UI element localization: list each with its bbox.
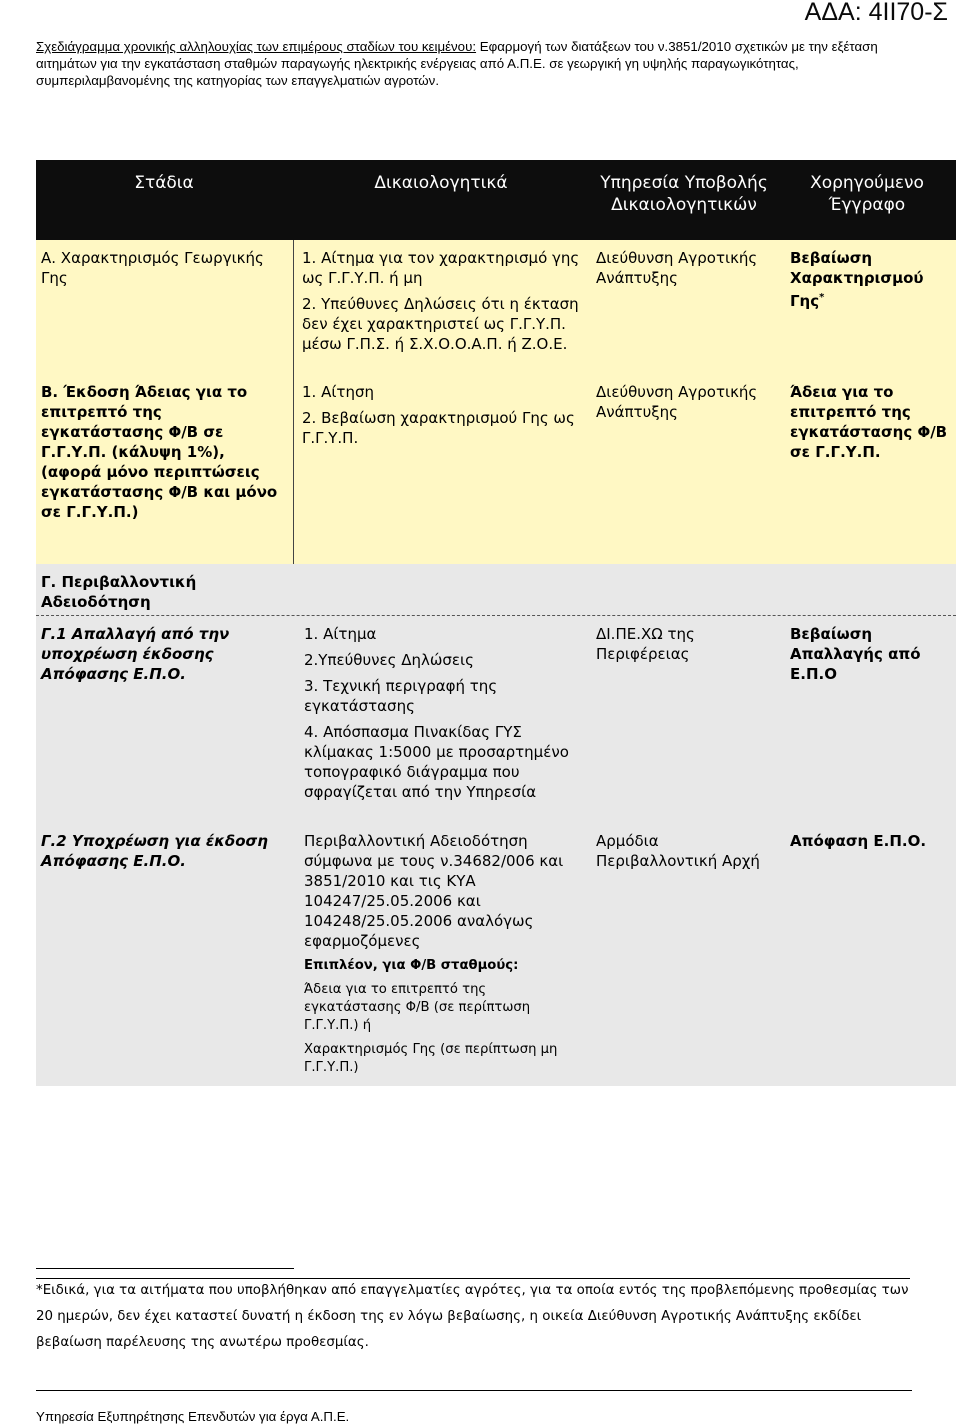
row-b-issued: Άδεια για το επιτρεπτό της εγκατάστασης Φ/Β σε Γ.Γ.Υ.Π.	[790, 383, 948, 461]
row-a-issued	[790, 248, 950, 311]
g2-extra-2: Χαρακτηρισμός Γης (σε περίπτωση μη Γ.Γ.Υ.Π.)	[304, 1042, 558, 1075]
g2-doc: Περιβαλλοντική Αδειοδότηση σύμφωνα με τους ν.34682/006 και 3851/2010 και τις ΚΥΑ 104247/25.05.2006 και 104248/25.05.2006 αναλόγως εφαρμοζόμενες	[304, 832, 564, 950]
g1-stage: Γ.1 Απαλλαγή από την υποχρέωση έκδοσης Απόφασης Ε.Π.Ο.	[41, 625, 230, 683]
footer: Υπηρεσία Εξυπηρέτησης Επενδυτών για έργα Α.Π.Ε.	[36, 1409, 350, 1424]
g2-documents	[304, 831, 586, 1077]
row-a-stage: Α. Χαρακτηρισμός Γεωργικής Γης	[41, 249, 264, 287]
footnote-separator	[36, 1268, 294, 1269]
column-divider	[293, 240, 294, 564]
section-divider	[36, 615, 956, 616]
g2-issued: Απόφαση Ε.Π.Ο.	[790, 832, 927, 850]
row-a-issued-text: Βεβαίωση Χαρακτηρισμού Γης	[790, 249, 924, 310]
footnote: *Ειδικά, για τα αιτήματα που υποβλήθηκαν από επαγγελματίες αγρότες, για τα οποία εντός της προβλεπόμενης προθεσμίας των 20 ημερών, δεν έχει καταστεί δυνατή η έκδοση της εν λόγω βεβαίωσης, η οικεία Διεύθυνση Αγροτικής Ανάπτυξης εκδίδει βεβαίωση παρέλευσης της ανωτέρω προθεσμίας.	[36, 1283, 909, 1350]
row-b-documents	[302, 382, 586, 448]
header-issued: Χορηγούμενο Έγγραφο	[810, 173, 924, 215]
g2-stage: Γ.2 Υποχρέωση για έκδοση Απόφασης Ε.Π.Ο.	[41, 832, 268, 870]
g1-documents	[304, 624, 586, 802]
g1-doc-1: 1. Αίτημα	[304, 625, 377, 643]
footer-rule	[36, 1390, 912, 1391]
row-a-doc-2: 2. Υπεύθυνες Δηλώσεις ότι η έκταση δεν έχει χαρακτηριστεί ως Γ.Γ.Υ.Π. μέσω Γ.Π.Σ. ή Σ.Χ.Ο.Ο.Α.Π. ή Ζ.Ο.Ε.	[302, 295, 579, 353]
environmental-section	[36, 564, 956, 1086]
stages-table	[36, 160, 956, 564]
row-b-doc-1: 1. Αίτηση	[302, 383, 374, 401]
footnote-asterisk: *	[819, 292, 825, 303]
g1-doc-3: 3. Τεχνική περιγραφή της εγκατάστασης	[304, 677, 498, 715]
g2-service: Αρμόδια Περιβαλλοντική Αρχή	[596, 832, 760, 870]
row-a-doc-1: 1. Αίτημα για τον χαρακτηρισμό γης ως Γ.Γ.Υ.Π. ή μη	[302, 249, 580, 287]
g1-issued: Βεβαίωση Απαλλαγής από Ε.Π.Ο	[790, 625, 921, 683]
row-a-documents	[302, 248, 586, 354]
g1-doc-2: 2.Υπεύθυνες Δηλώσεις	[304, 651, 474, 669]
g1-doc-4: 4. Απόσπασμα Πινακίδας ΓΥΣ κλίμακας 1:5000 με προσαρτημένο τοπογραφικό διάγραμμα που σφραγίζεται από την Υπηρεσία	[304, 723, 569, 801]
row-b-doc-2: 2. Βεβαίωση χαρακτηρισμού Γης ως Γ.Γ.Υ.Π.	[302, 409, 575, 447]
row-b-stage: Β. Έκδοση Άδειας για το επιτρεπτό της εγκατάστασης Φ/Β σε Γ.Γ.Υ.Π. (κάλυψη 1%), (αφορά μόνο περιπτώσεις εγκατάστασης Φ/Β και μόνο σε Γ.Γ.Υ.Π.)	[41, 383, 278, 521]
intro-text: Εφαρμογή των διατάξεων του ν.3851/2010 σχετικών με την εξέταση αιτημάτων για την εγκατάσταση σταθμών παραγωγής ηλεκτρικής ενέργειας από Α.Π.Ε. σε γεωργική γη υψηλής παραγωγικότητας, συμπεριλαμβανομένης της κατηγορίας των επαγγελματιών αγροτών.	[36, 39, 878, 88]
document-intro	[36, 38, 926, 89]
ada-code: ΑΔΑ: 4ΙΙ70-Σ	[804, 0, 948, 26]
g1-service: ΔΙ.ΠΕ.ΧΩ της Περιφέρειας	[596, 625, 695, 663]
row-b-service: Διεύθυνση Αγροτικής Ανάπτυξης	[596, 383, 758, 421]
header-documents: Δικαιολογητικά	[374, 173, 508, 193]
intro-heading: Σχεδιάγραμμα χρονικής αλληλουχίας των επιμέρους σταδίων του κειμένου:	[36, 39, 477, 54]
header-service: Υπηρεσία Υποβολής Δικαιολογητικών	[600, 173, 768, 215]
section-g-title: Γ. Περιβαλλοντική Αδειοδότηση	[41, 573, 197, 611]
g2-extra-title: Επιπλέον, για Φ/Β σταθμούς:	[304, 958, 519, 973]
row-a-service: Διεύθυνση Αγροτικής Ανάπτυξης	[596, 249, 758, 287]
g2-extra-1: Άδεια για το επιτρεπτό της εγκατάστασης Φ/Β (σε περίπτωση Γ.Γ.Υ.Π.) ή	[304, 982, 531, 1033]
header-stages: Στάδια	[134, 173, 194, 193]
